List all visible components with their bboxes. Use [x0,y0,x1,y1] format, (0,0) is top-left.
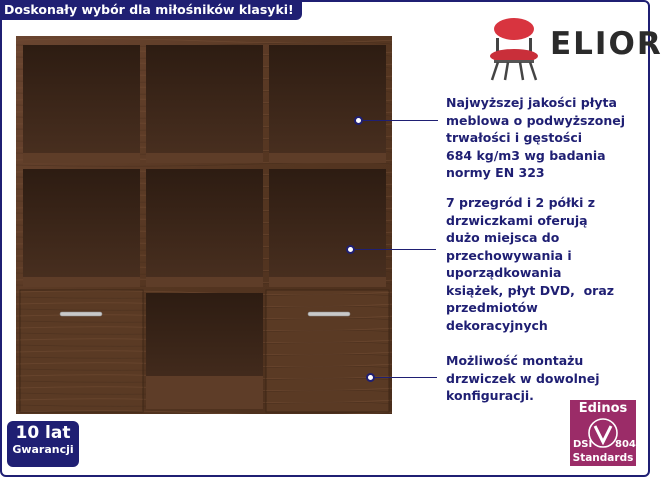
check-seal-icon [570,416,636,450]
warranty-badge [7,421,79,467]
feature-note-2: 7 przegród i 2 półki z drzwiczkami oferują dużo miejsca do przechowywania i uporządkowania książek, płyt DVD, oraz przedmiotów dekoracyjnych [446,195,615,333]
certificate-name: Edinos [578,401,628,416]
certificate-left: DSI [573,439,593,450]
bookcase-image [16,36,396,416]
certificate-label: Standards [572,452,634,464]
marker-dot-1 [354,116,363,125]
door-left [20,290,143,412]
marker-dot-3 [366,373,375,382]
leader-line-2 [355,249,436,250]
brand-logo [484,14,663,84]
leader-line-1 [362,120,438,121]
certificate-badge [570,400,636,466]
cell-r1c1 [23,45,140,163]
door-right [266,290,389,412]
warranty-label: Gwarancji [12,443,74,456]
leader-line-3 [375,377,437,378]
feature-note-1: Najwyższej jakości płyta meblowa o podwyższonej trwałości i gęstości 684 kg/m3 wg badania normy EN 323 [446,95,626,180]
chair-icon [484,14,544,84]
warranty-years: 10 lat [15,423,71,443]
feature-note-3: Możliwość montażu drzwiczek w dowolnej konfiguracji. [446,353,600,403]
brand-name: ELIOR [550,26,663,62]
marker-dot-2 [346,245,355,254]
certificate-right: 804 [615,439,636,450]
page-title: Doskonały wybór dla miłośników klasyki! [0,0,302,20]
